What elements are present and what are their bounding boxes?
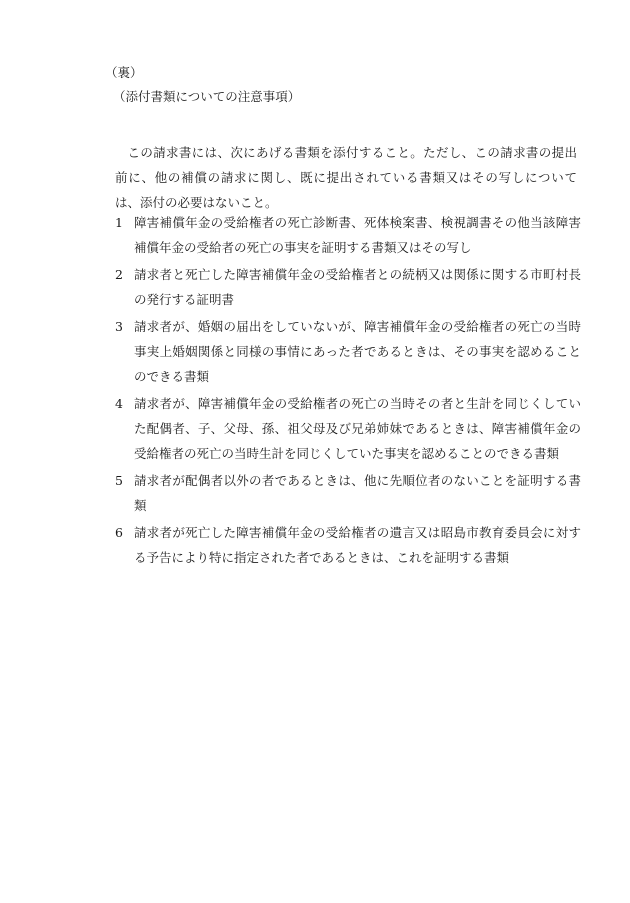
item-text: 請求者が、障害補償年金の受給権者の死亡の当時その者と生計を同じくしていた配偶者、子、父母、孫、祖父母及び兄弟姉妹であるときは、障害補償年金の受給権者の死亡の当時生計を同じくしていた事実を認めることのできる書類	[134, 396, 581, 461]
item-text: 請求者が死亡した障害補償年金の受給権者の遺言又は昭島市教育委員会に対する予告により特に指定された者であるときは、これを証明する書類	[134, 525, 581, 565]
item-number: 1	[115, 215, 123, 230]
notes-title: （添付書類についての注意事項）	[113, 89, 301, 104]
intro-paragraph: この請求書には、次にあげる書類を添付すること。ただし、この請求書の提出前に、他の補償の請求に関し、既に提出されている書類又はその写しについては、添付の必要はないこと。	[115, 144, 577, 210]
list-item	[115, 468, 581, 518]
item-number: 2	[115, 267, 123, 282]
attachment-list	[115, 210, 581, 572]
list-item	[115, 314, 581, 389]
item-number: 4	[115, 396, 123, 411]
item-number: 5	[115, 473, 123, 488]
item-text: 請求者が、婚姻の届出をしていないが、障害補償年金の受給権者の死亡の当時事実上婚姻関係と同様の事情にあった者であるときは、その事実を認めることのできる書類	[134, 319, 581, 384]
item-text: 請求者が配偶者以外の者であるときは、他に先順位者のないことを証明する書類	[134, 473, 581, 513]
list-item	[115, 391, 581, 466]
item-text: 請求者と死亡した障害補償年金の受給権者との続柄又は関係に関する市町村長の発行する証明書	[134, 267, 581, 307]
item-number: 3	[115, 319, 123, 334]
item-text: 障害補償年金の受給権者の死亡診断書、死体検案書、検視調書その他当該障害補償年金の受給者の死亡の事実を証明する書類又はその写し	[134, 215, 581, 255]
item-number: 6	[115, 525, 123, 540]
list-item	[115, 210, 581, 260]
page-side-label: （裏）	[105, 65, 143, 80]
list-item	[115, 262, 581, 312]
list-item	[115, 520, 581, 570]
